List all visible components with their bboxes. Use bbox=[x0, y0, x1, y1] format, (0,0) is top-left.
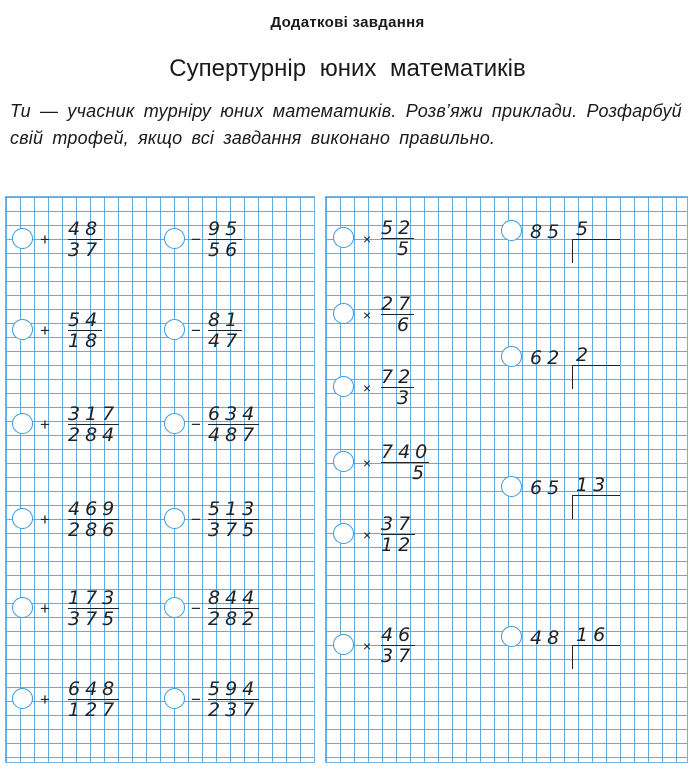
minuend: 844 bbox=[208, 587, 260, 609]
divisor: 5 bbox=[576, 218, 594, 240]
minuend: 594 bbox=[208, 678, 260, 700]
answer-circle[interactable] bbox=[164, 508, 185, 529]
multiply-sign: × bbox=[363, 307, 372, 323]
minus-sign: − bbox=[191, 690, 201, 709]
instruction-text: Ти — учасник турніру юних математиків. Розв’яжи приклади. Розфарбуй свій трофей, якщо всі завдання виконано правильно. bbox=[10, 101, 682, 148]
plus-sign: + bbox=[40, 690, 50, 709]
addend-top: 317 bbox=[68, 403, 120, 425]
answer-circle[interactable] bbox=[333, 227, 354, 248]
plus-sign: + bbox=[40, 230, 50, 249]
page-title: Супертурнір юних математиків bbox=[169, 55, 526, 82]
division-bracket bbox=[572, 365, 620, 389]
answer-circle[interactable] bbox=[164, 688, 185, 709]
answer-circle[interactable] bbox=[164, 228, 185, 249]
answer-circle[interactable] bbox=[333, 376, 354, 397]
multiplier: 6 bbox=[381, 314, 414, 335]
answer-circle[interactable] bbox=[12, 228, 33, 249]
multiplier: 3 bbox=[381, 387, 414, 408]
plus-sign: + bbox=[40, 599, 50, 618]
answer-circle[interactable] bbox=[501, 626, 522, 647]
answer-circle[interactable] bbox=[333, 303, 354, 324]
addend-top: 173 bbox=[68, 587, 120, 609]
addend-bottom: 286 bbox=[68, 519, 120, 541]
dividend: 65 bbox=[530, 477, 565, 499]
addend-bottom: 127 bbox=[68, 699, 120, 721]
multiply-sign: × bbox=[363, 455, 372, 471]
addend-top: 54 bbox=[68, 309, 103, 331]
multiplicand: 52 bbox=[381, 217, 416, 239]
division-bracket bbox=[572, 495, 620, 519]
dividend: 85 bbox=[530, 221, 565, 243]
answer-circle[interactable] bbox=[333, 451, 354, 472]
answer-circle[interactable] bbox=[164, 319, 185, 340]
plus-sign: + bbox=[40, 415, 50, 434]
multiplicand: 72 bbox=[381, 366, 416, 388]
answer-circle[interactable] bbox=[333, 634, 354, 655]
addend-bottom: 18 bbox=[68, 330, 103, 352]
multiplicand: 37 bbox=[381, 513, 416, 535]
answer-circle[interactable] bbox=[333, 523, 354, 544]
multiply-sign: × bbox=[363, 527, 372, 543]
addend-top: 48 bbox=[68, 218, 103, 240]
multiply-sign: × bbox=[363, 231, 372, 247]
subtrahend: 282 bbox=[208, 608, 260, 630]
addend-top: 469 bbox=[68, 498, 120, 520]
subtrahend: 375 bbox=[208, 519, 260, 541]
minus-sign: − bbox=[191, 415, 201, 434]
dividend: 62 bbox=[530, 347, 565, 369]
multiplier: 12 bbox=[381, 534, 416, 556]
multiply-sign: × bbox=[363, 380, 372, 396]
subtrahend: 56 bbox=[208, 239, 243, 261]
minus-sign: − bbox=[191, 510, 201, 529]
answer-circle[interactable] bbox=[12, 413, 33, 434]
multiplicand: 27 bbox=[381, 293, 416, 315]
minuend: 95 bbox=[208, 218, 243, 240]
addend-bottom: 375 bbox=[68, 608, 120, 630]
subtrahend: 237 bbox=[208, 699, 260, 721]
left-grid-panel bbox=[5, 196, 315, 763]
minus-sign: − bbox=[191, 599, 201, 618]
divisor: 16 bbox=[576, 624, 611, 646]
minuend: 634 bbox=[208, 403, 260, 425]
minus-sign: − bbox=[191, 230, 201, 249]
answer-circle[interactable] bbox=[12, 508, 33, 529]
right-grid-panel bbox=[325, 196, 688, 763]
answer-circle[interactable] bbox=[501, 220, 522, 241]
answer-circle[interactable] bbox=[12, 597, 33, 618]
answer-circle[interactable] bbox=[164, 597, 185, 618]
answer-circle[interactable] bbox=[12, 688, 33, 709]
subtrahend: 487 bbox=[208, 424, 260, 446]
divisor: 13 bbox=[576, 474, 611, 496]
answer-circle[interactable] bbox=[164, 413, 185, 434]
multiplier: 37 bbox=[381, 645, 416, 667]
section-label: Додаткові завдання bbox=[270, 14, 425, 31]
divisor: 2 bbox=[576, 344, 594, 366]
answer-circle[interactable] bbox=[501, 346, 522, 367]
minus-sign: − bbox=[191, 321, 201, 340]
addend-bottom: 37 bbox=[68, 239, 103, 261]
plus-sign: + bbox=[40, 510, 50, 529]
minuend: 513 bbox=[208, 498, 260, 520]
multiplier: 5 bbox=[381, 238, 414, 259]
multiplicand: 740 bbox=[381, 441, 433, 463]
multiplier: 5 bbox=[381, 462, 429, 483]
subtrahend: 47 bbox=[208, 330, 243, 352]
division-bracket bbox=[572, 645, 620, 669]
plus-sign: + bbox=[40, 321, 50, 340]
multiply-sign: × bbox=[363, 638, 372, 654]
answer-circle[interactable] bbox=[501, 476, 522, 497]
dividend: 48 bbox=[530, 627, 565, 649]
minuend: 81 bbox=[208, 309, 243, 331]
addend-top: 648 bbox=[68, 678, 120, 700]
answer-circle[interactable] bbox=[12, 319, 33, 340]
division-bracket bbox=[572, 239, 620, 263]
addend-bottom: 284 bbox=[68, 424, 120, 446]
multiplicand: 46 bbox=[381, 624, 416, 646]
